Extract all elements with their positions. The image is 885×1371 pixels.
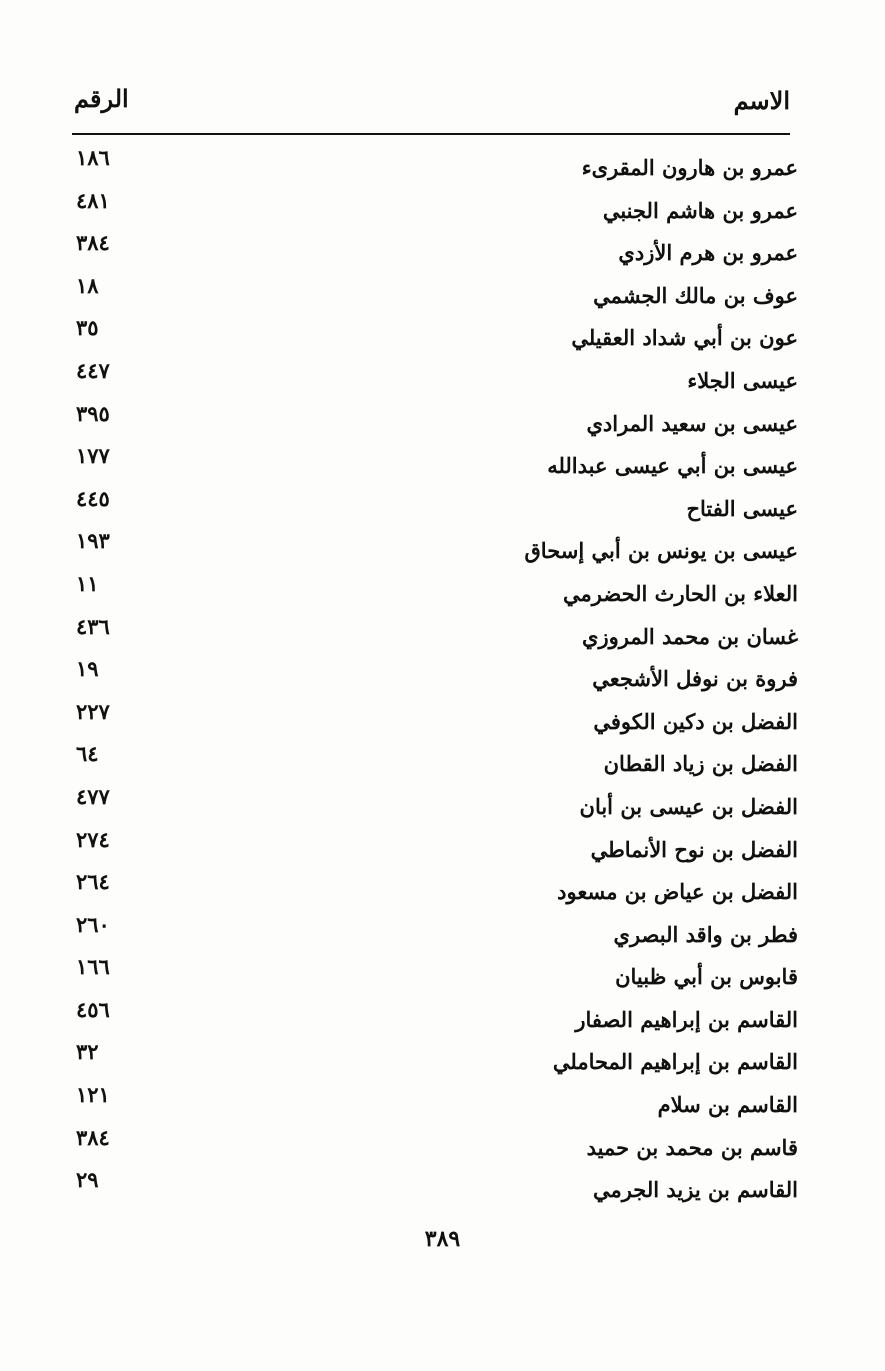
entry-number: ٤٨١ (76, 187, 110, 213)
entry-number: ١٧٧ (76, 443, 110, 469)
entry-number: ١٦٦ (76, 954, 110, 980)
list-item (70, 401, 800, 444)
entry-name: عوف بن مالك الجشمي (593, 282, 798, 308)
entry-number: ٣٨٤ (76, 1124, 110, 1150)
list-item (70, 315, 800, 358)
entry-name: عمرو بن هارون المقرىء (581, 155, 798, 180)
entry-number: ٢٦٠ (76, 911, 110, 937)
entry-number: ١٨ (76, 272, 99, 298)
list-item (70, 145, 800, 188)
entry-number: ٣٨٤ (76, 230, 110, 256)
list-item (70, 827, 800, 870)
entry-number: ٤٧٧ (76, 783, 110, 809)
list-item (70, 486, 800, 529)
entry-number: ٣٢ (76, 1039, 99, 1065)
entry-name: عيسى الجلاء (687, 367, 798, 393)
list-item (70, 358, 800, 401)
number-column-header: الرقم (74, 84, 129, 113)
entry-name: غسان بن محمد المروزي (582, 623, 798, 649)
entry-name: عيسى بن أبي عيسى عبدالله (547, 453, 798, 479)
entry-number: ٢٩ (76, 1167, 99, 1193)
entry-number: ٣٩٥ (76, 400, 110, 426)
entry-name: العلاء بن الحارث الحضرمي (563, 580, 798, 606)
list-item (70, 741, 800, 784)
name-column-header: الاسم (733, 86, 790, 115)
entry-number: ١٩٣ (76, 528, 110, 554)
entry-number: ١٩ (76, 656, 99, 682)
entry-name: عيسى بن يونس بن أبي إسحاق (524, 538, 798, 564)
list-item (70, 912, 800, 955)
entry-name: قابوس بن أبي ظبيان (615, 964, 798, 990)
entry-number: ١١ (76, 570, 99, 596)
list-item (70, 699, 800, 742)
entry-name: القاسم بن إبراهيم المحاملي (552, 1049, 798, 1075)
list-item (70, 443, 800, 486)
list-item (70, 1039, 800, 1082)
entry-name: القاسم بن إبراهيم الصفار (575, 1006, 798, 1032)
list-item (70, 1167, 800, 1210)
entry-number: ١٨٦ (76, 145, 110, 170)
entry-name: عمرو بن هاشم الجنبي (602, 197, 798, 223)
entry-name: فطر بن واقد البصري (613, 921, 798, 947)
entry-name: عمرو بن هرم الأزدي (618, 240, 798, 266)
entry-number: ٤٤٥ (76, 485, 110, 511)
entry-name: الفضل بن نوح الأنماطي (590, 836, 798, 862)
entry-name: عيسى بن سعيد المرادي (586, 410, 798, 436)
list-item (70, 954, 800, 997)
entry-number: ٤٥٦ (76, 996, 110, 1022)
entry-name: عون بن أبي شداد العقيلي (571, 325, 798, 351)
header-divider (72, 133, 790, 135)
entry-name: عيسى الفتاح (686, 495, 798, 521)
entry-name: القاسم بن سلام (657, 1092, 798, 1118)
entry-number: ٦٤ (76, 741, 99, 767)
entry-name: القاسم بن يزيد الجرمي (592, 1177, 798, 1203)
entry-number: ١٢١ (76, 1082, 110, 1108)
list-item (70, 188, 800, 231)
list-item (70, 869, 800, 912)
list-item (70, 1125, 800, 1168)
index-list (70, 145, 800, 1210)
list-item (70, 997, 800, 1040)
entry-number: ٣٥ (76, 315, 99, 341)
list-item (70, 273, 800, 316)
list-item (70, 571, 800, 614)
entry-number: ٢٧٤ (76, 826, 110, 852)
entry-name: الفضل بن عيسى بن أبان (579, 793, 798, 819)
entry-name: الفضل بن عياض بن مسعود (557, 879, 798, 905)
list-item (70, 528, 800, 571)
entry-number: ٢٦٤ (76, 869, 110, 895)
entry-name: الفضل بن دكين الكوفي (593, 708, 798, 734)
list-item (70, 1082, 800, 1125)
entry-number: ٤٣٦ (76, 613, 110, 639)
page-number: ٣٨٩ (424, 1226, 461, 1252)
entry-name: فروة بن نوفل الأشجعي (592, 666, 798, 692)
list-item (70, 614, 800, 657)
table-header (70, 84, 792, 124)
entry-name: قاسم بن محمد بن حميد (586, 1134, 798, 1160)
entry-number: ٢٢٧ (76, 698, 110, 724)
entry-number: ٤٤٧ (76, 357, 110, 383)
list-item (70, 784, 800, 827)
list-item (70, 230, 800, 273)
list-item (70, 656, 800, 699)
entry-name: الفضل بن زياد القطان (603, 751, 798, 777)
